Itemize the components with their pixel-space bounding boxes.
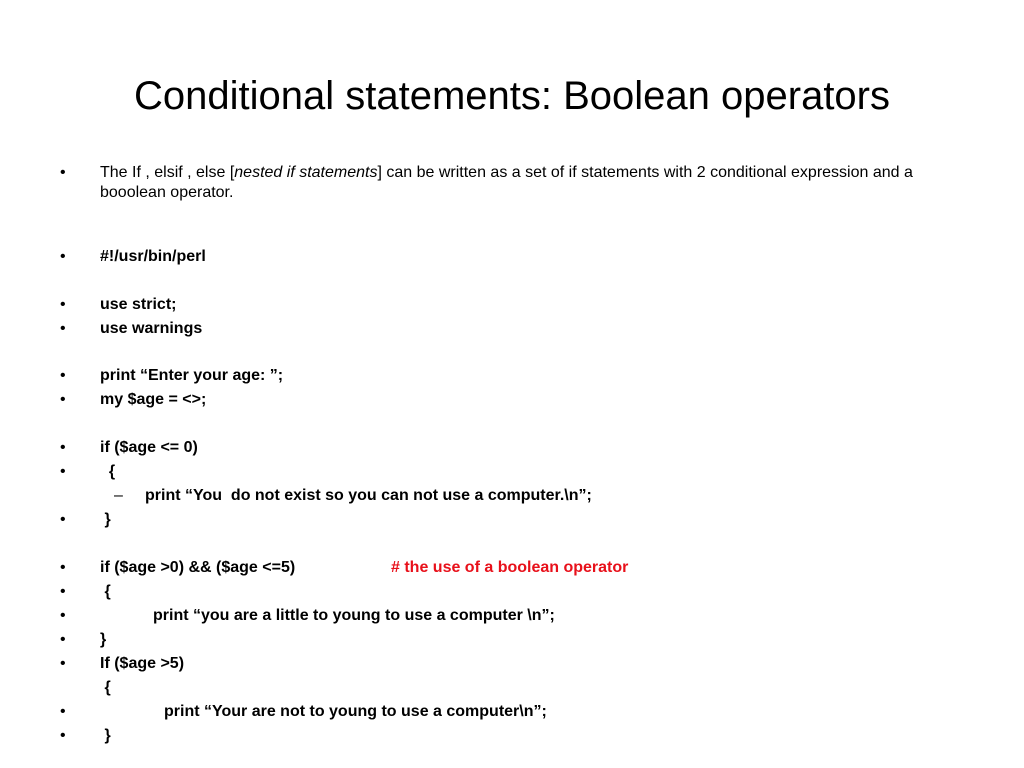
code-print2: print “you are a little to young to use a computer \n”; (153, 607, 555, 624)
intro-italic: nested if statements (234, 164, 378, 181)
intro-text (100, 163, 980, 203)
code-comment2: # the use of a boolean operator (391, 559, 629, 576)
code-print1: print “You do not exist so you can not use a computer.\n”; (145, 487, 592, 504)
bullet-icon: • (60, 164, 66, 181)
bullet-icon: • (60, 631, 66, 648)
bullet-icon: • (60, 511, 66, 528)
bullet-icon: • (60, 703, 66, 720)
bullet-icon: • (60, 583, 66, 600)
code-use-warnings: use warnings (100, 320, 203, 337)
code-read-age: my $age = <>; (100, 391, 207, 408)
code-close3: } (100, 727, 111, 744)
bullet-icon: • (60, 607, 66, 624)
code-if1: if ($age <= 0) (100, 439, 198, 456)
code-open1: { (100, 463, 116, 480)
code-use-strict: use strict; (100, 296, 177, 313)
code-close1: } (100, 511, 111, 528)
bullet-icon: • (60, 727, 66, 744)
bullet-icon: • (60, 367, 66, 384)
bullet-icon: • (60, 439, 66, 456)
bullet-icon: • (60, 559, 66, 576)
intro-suffix: ] can be written as a set of if statements with 2 conditional expression and a booolean operator. (100, 164, 913, 201)
bullet-icon: • (60, 248, 66, 265)
bullet-icon: • (60, 655, 66, 672)
code-print3: print “Your are not to young to use a computer\n”; (164, 703, 547, 720)
code-shebang: #!/usr/bin/perl (100, 248, 206, 265)
code-if2: if ($age >0) && ($age <=5) (100, 559, 296, 576)
bullet-icon: • (60, 320, 66, 337)
code-close2: } (100, 631, 107, 648)
code-open3: { (100, 679, 111, 696)
code-print-prompt: print “Enter your age: ”; (100, 367, 284, 384)
bullet-icon: • (60, 391, 66, 408)
bullet-icon: • (60, 463, 66, 480)
bullet-icon: • (60, 296, 66, 313)
code-open2: { (100, 583, 111, 600)
code-if3: If ($age >5) (100, 655, 185, 672)
intro-prefix: The If , elsif , else [ (100, 164, 235, 181)
dash-icon: – (114, 487, 123, 504)
slide-title: Conditional statements: Boolean operators (133, 74, 890, 118)
